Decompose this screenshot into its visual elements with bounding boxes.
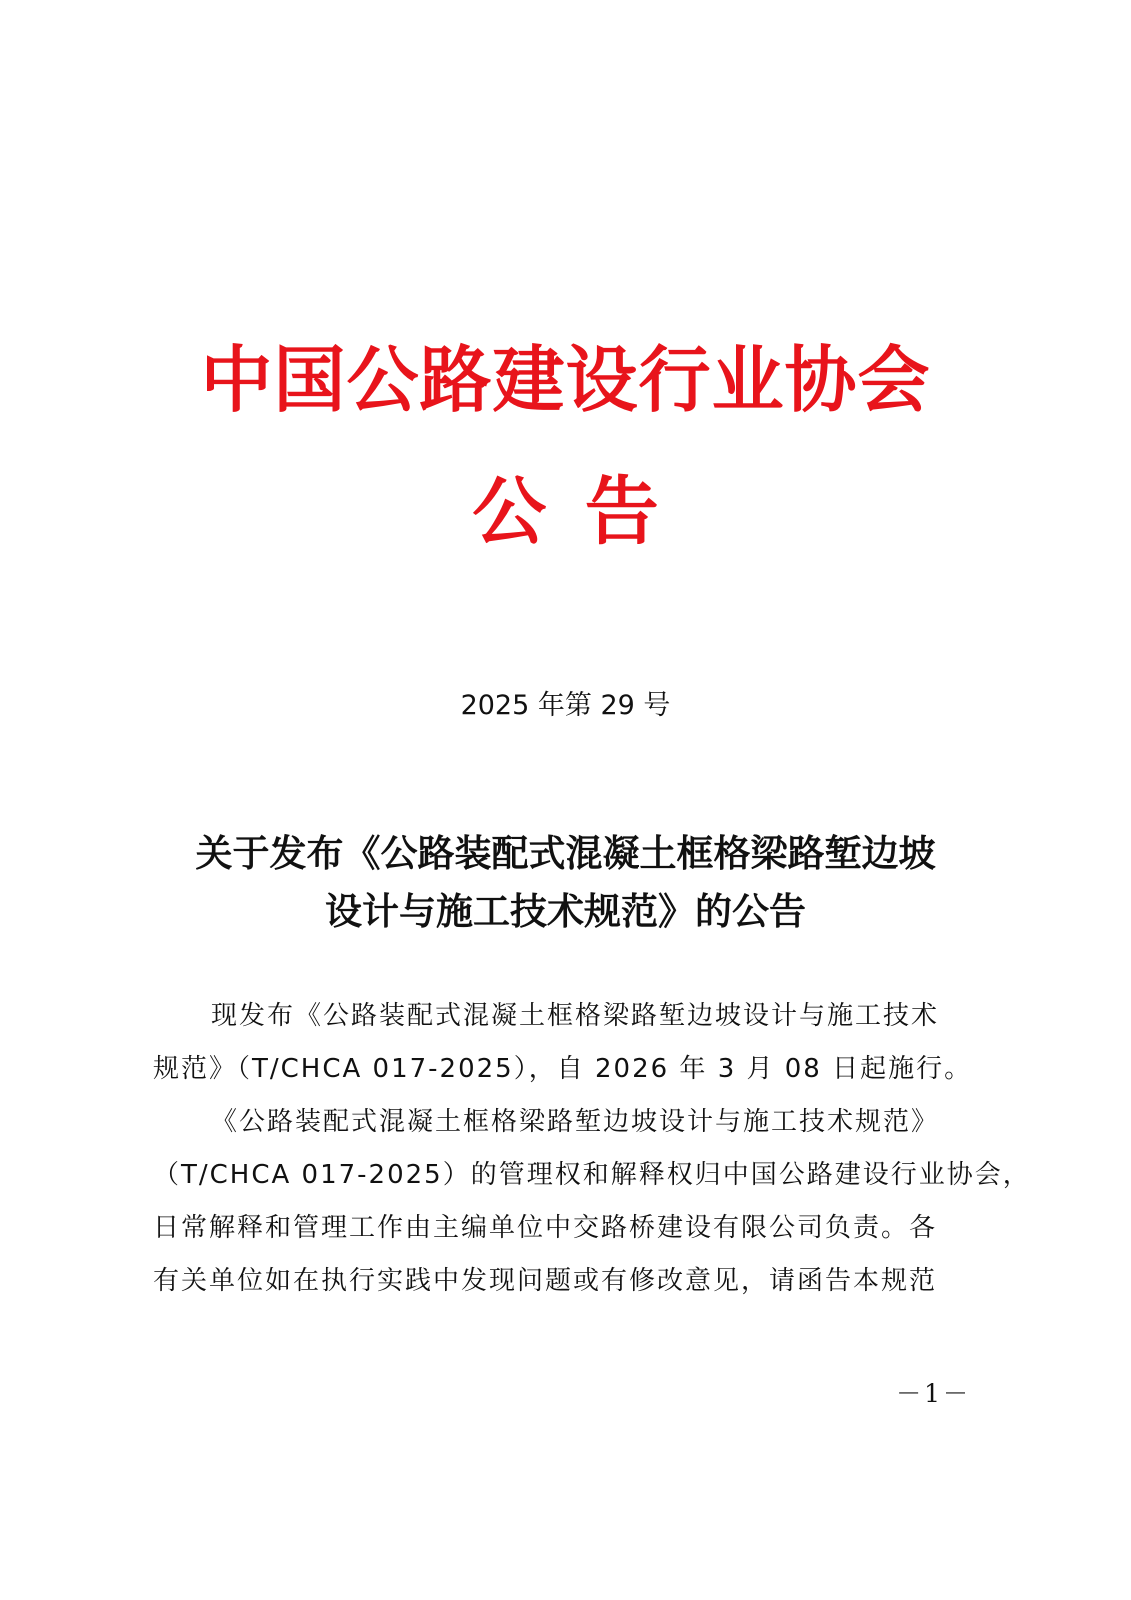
document-number: 2025 年第 29 号 bbox=[460, 690, 671, 721]
body-line: 规范》（T/CHCA 017-2025），自 2026 年 3 月 08 日起施行。 bbox=[153, 1054, 973, 1084]
body-line: 有关单位如在执行实践中发现问题或有修改意见，请函告本规范 bbox=[153, 1266, 938, 1296]
body-line: 日常解释和管理工作由主编单位中交路桥建设有限公司负责。各 bbox=[153, 1213, 938, 1243]
subject-line-2: 设计与施工技术规范》的公告 bbox=[325, 889, 806, 933]
body-line: 《公路装配式混凝土框格梁路堑边坡设计与施工技术规范》 bbox=[211, 1107, 940, 1137]
notice-char-1: 公 bbox=[472, 469, 547, 555]
body-line: 现发布《公路装配式混凝土框格梁路堑边坡设计与施工技术 bbox=[211, 1001, 940, 1031]
notice-char-2: 告 bbox=[584, 469, 659, 555]
notice-body bbox=[153, 990, 1031, 1308]
page-number: －1－ bbox=[896, 1379, 971, 1408]
notice-subject bbox=[100, 824, 1031, 940]
subject-line-1: 关于发布《公路装配式混凝土框格梁路堑边坡 bbox=[195, 831, 936, 875]
organization-title: 中国公路建设行业协会 bbox=[200, 337, 931, 422]
notice-label bbox=[0, 464, 1131, 560]
body-line: （T/CHCA 017-2025）的管理权和解释权归中国公路建设行业协会， bbox=[153, 1160, 1031, 1190]
